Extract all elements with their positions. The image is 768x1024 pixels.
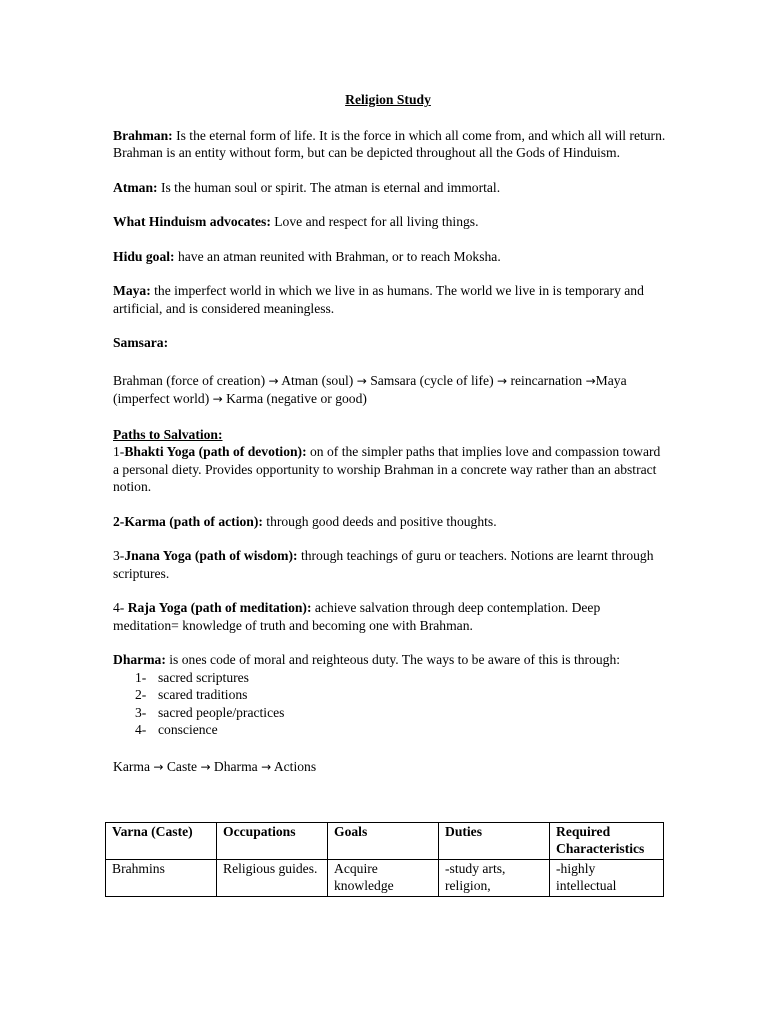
maya-paragraph [113,282,668,317]
list-number: 4- [135,722,147,737]
page-title: Religion Study [345,92,431,107]
arrow-right-icon: → [261,759,272,774]
path-definition: through teachings of guru or teachers. Notions are learnt through scriptures. [113,548,654,581]
arrow-right-icon: → [585,373,596,388]
table-header-cell: Goals [328,823,439,860]
goal-paragraph [113,248,668,266]
advocates-term: What Hinduism advocates: [113,214,271,229]
table-cell: -study arts, religion, [439,860,550,897]
samsara-term: Samsara: [113,335,169,350]
path-term: Jnana Yoga (path of wisdom): [124,548,298,563]
path-bhakti [113,443,668,496]
dharma-term: Dharma: [113,652,166,667]
flow-karma: Karma (negative or good) [222,391,367,406]
path-term: 2-Karma (path of action): [113,513,263,529]
path-definition: achieve salvation through deep contemplation. Deep meditation= knowledge of truth and becoming one with Brahman. [113,600,601,633]
arrow-right-icon: → [497,373,508,388]
table-header-cell: Varna (Caste) [106,823,217,860]
flow-reincarnation: reincarnation [507,372,586,388]
path-number: 3- [113,548,125,563]
table-cell: -highly intellectual [550,860,664,897]
path-term: Raja Yoga (path of meditation): [127,600,312,615]
dharma-definition: is ones code of moral and reighteous duty. The ways to be aware of this is through: [165,652,621,667]
list-item [113,721,668,739]
paths-heading-text: Paths to Salvation: [113,426,223,442]
list-number: 1- [135,669,147,685]
list-text: sacred people/practices [158,704,285,720]
flow-dharma: Dharma [210,758,262,774]
list-item [113,669,668,687]
caste-table [105,822,664,897]
arrow-right-icon: → [268,373,279,388]
goal-definition: have an atman reunited with Brahman, or to reach Moksha. [174,248,501,264]
path-definition: on of the simpler paths that implies love and compassion toward a personal diety. Provides opportunity to worship Brahman in a concrete way rather than an abstract notion. [113,444,661,494]
flow-samsara: Samsara (cycle of life) [366,372,498,388]
brahman-paragraph [113,127,668,162]
table-header-cell: Occupations [217,823,328,860]
list-text: sacred scriptures [158,669,249,685]
path-definition: through good deeds and positive thoughts. [262,513,497,529]
dharma-paragraph [113,651,668,669]
path-number: 4- [113,600,128,615]
advocates-paragraph [113,213,668,231]
goal-term: Hidu goal: [113,248,175,264]
table-cell: Acquire knowledge [328,860,439,897]
table-cell: Religious guides. [217,860,328,897]
flow-atman: Atman (soul) [278,372,357,388]
flow-actions: Actions [271,758,317,774]
path-karma [113,513,668,531]
arrow-right-icon: → [153,759,164,774]
arrow-right-icon: → [212,392,223,406]
maya-term: Maya: [113,283,151,298]
table-cell: Brahmins [106,860,217,897]
path-number: 1- [113,444,125,459]
table-header-cell: Required Characteristics [550,823,664,860]
maya-definition: the imperfect world in which we live in as humans. The world we live in is temporary and artificial, and is considered meaningless. [113,283,644,316]
atman-paragraph [113,179,668,197]
samsara-heading [113,334,668,352]
atman-term: Atman: [113,179,158,195]
brahman-definition: Is the eternal form of life. It is the force in which all come from, and which all will return. Brahman is an entity without form, but can be depicted throughout all the Gods of Hinduism. [113,127,666,160]
flow-maya: Maya (imperfect world) [113,372,627,406]
path-raja [113,599,668,634]
flow-brahman: Brahman (force of creation) [113,372,269,388]
list-item [113,686,668,704]
flow-caste: Caste [163,758,201,774]
arrow-right-icon: → [200,759,211,774]
dharma-list [113,669,668,739]
document-page [113,91,668,776]
creation-flow [113,372,668,409]
flow-karma: Karma [113,758,154,774]
brahman-term: Brahman: [113,127,173,143]
list-number: 2- [135,687,147,702]
path-term: Bhakti Yoga (path of devotion): [124,444,307,459]
path-jnana [113,547,668,582]
table-header-row [106,823,664,860]
karma-flow [113,758,668,777]
arrow-right-icon: → [356,373,367,388]
advocates-definition: Love and respect for all living things. [270,214,479,229]
atman-definition: Is the human soul or spirit. The atman is eternal and immortal. [157,179,501,195]
list-number: 3- [135,704,147,720]
list-item [113,704,668,722]
list-text: conscience [158,722,218,737]
table-row [106,860,664,897]
paths-heading [113,426,668,444]
table-header-cell: Duties [439,823,550,860]
list-text: scared traditions [158,687,248,702]
